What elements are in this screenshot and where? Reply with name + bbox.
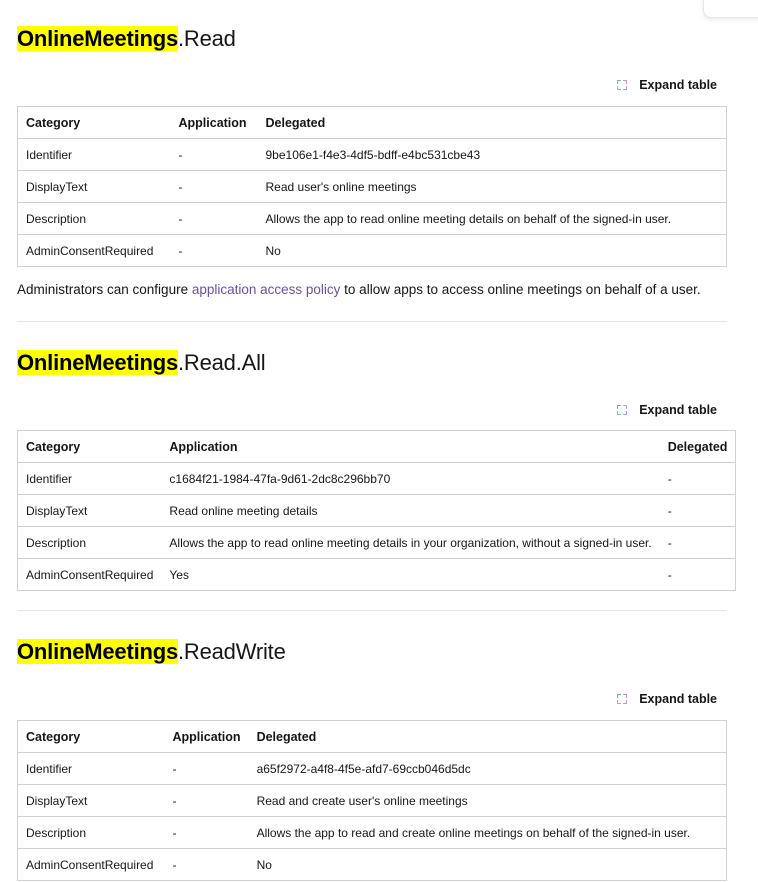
column-header-delegated: Delegated <box>258 107 727 139</box>
section-divider <box>17 321 727 322</box>
expand-icon <box>617 694 627 704</box>
table-row: DisplayText - Read and create user's online meetings <box>18 785 727 817</box>
search-highlight: OnlineMeetings <box>17 639 178 664</box>
table-header-row <box>18 431 736 463</box>
expand-table-button[interactable]: Expand table <box>617 78 717 92</box>
application-access-policy-link[interactable]: application access policy <box>191 282 341 297</box>
column-header-category: Category <box>18 107 171 139</box>
permission-table-readwrite <box>17 720 727 881</box>
expand-table-button[interactable]: Expand table <box>617 692 717 706</box>
heading-onlinemeetings-readwrite: OnlineMeetings.ReadWrite <box>17 639 286 664</box>
heading-onlinemeetings-read: OnlineMeetings.Read <box>17 26 236 51</box>
table-row: AdminConsentRequired - No <box>26 857 272 872</box>
table-row: AdminConsentRequired - No <box>26 243 281 258</box>
search-highlight: OnlineMeetings <box>17 350 178 375</box>
table-row: Identifier c1684f21-1984-47fa-9d61-2dc8c296bb70 - <box>18 463 736 495</box>
table-row: DisplayText Read online meeting details - <box>18 495 736 527</box>
admin-note: Administrators can configure application access policy to allow apps to access online meetings on behalf of a user. <box>17 282 701 297</box>
permission-table-read <box>17 106 727 267</box>
column-header-application: Application <box>161 431 659 463</box>
expand-icon <box>617 405 627 415</box>
table-row: AdminConsentRequired Yes - <box>26 567 672 582</box>
table-row: Description Allows the app to read online meeting details in your organization, without a signed-in user. - <box>18 527 736 559</box>
table-row: Description - Allows the app to read online meeting details on behalf of the signed-in user. <box>18 203 727 235</box>
expand-table-button[interactable]: Expand table <box>617 403 717 417</box>
expand-icon <box>617 80 627 90</box>
section-divider <box>17 610 727 611</box>
table-row: DisplayText - Read user's online meetings <box>18 171 727 203</box>
column-header-delegated: Delegated <box>660 431 736 463</box>
table-row: Identifier - 9be106e1-f4e3-4df5-bdff-e4bc531cbe43 <box>18 139 727 171</box>
table-row: Description - Allows the app to read and create online meetings on behalf of the signed-in user. <box>18 817 727 849</box>
column-header-application: Application <box>171 107 258 139</box>
table-row: Identifier - a65f2972-a4f8-4f5e-afd7-69ccb046d5dc <box>18 753 727 785</box>
permission-table-read-all <box>17 430 736 591</box>
column-header-category: Category <box>18 431 162 463</box>
column-header-category: Category <box>18 721 165 753</box>
floating-panel-corner <box>703 0 758 18</box>
column-header-delegated: Delegated <box>249 721 727 753</box>
column-header-application: Application <box>165 721 249 753</box>
heading-onlinemeetings-read-all: OnlineMeetings.Read.All <box>17 350 266 375</box>
search-highlight: OnlineMeetings <box>17 26 178 51</box>
table-header-row <box>18 107 727 139</box>
table-header-row <box>18 721 727 753</box>
